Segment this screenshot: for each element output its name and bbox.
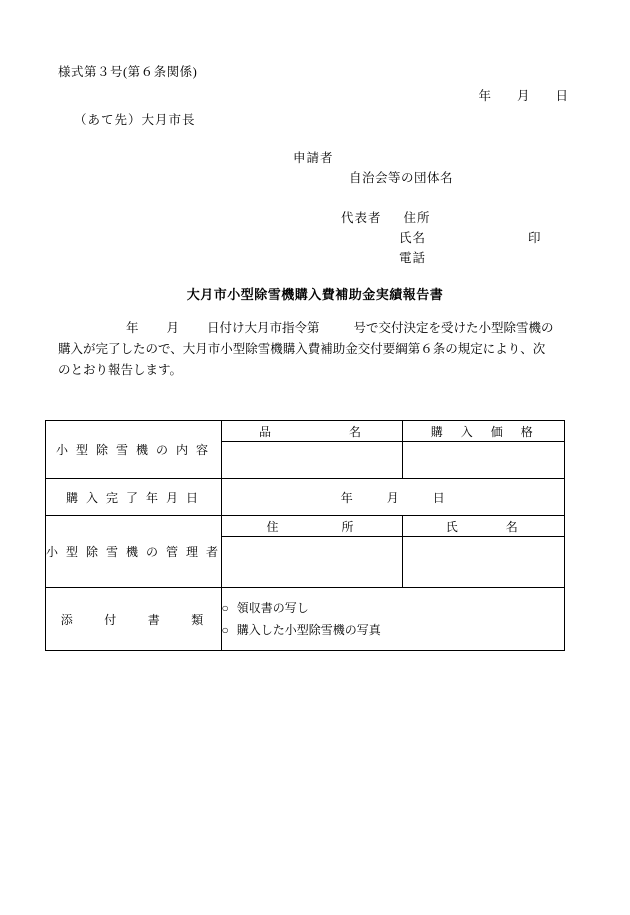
representative-label: 代表者 [341,211,382,225]
header-manager-name: 氏 名 [402,516,564,537]
body-year: 年 [126,321,139,335]
list-item [222,619,564,641]
report-table [45,420,565,651]
header-manager-address: 住 所 [221,516,402,537]
date-day: 日 [555,89,568,103]
table-row [46,588,565,651]
body-line2: 購入が完了したので、大月市小型除雪機購入費補助金交付要綱第６条の規定により、次 [58,342,546,356]
purchase-date-year: 年 [340,490,353,505]
body-month: 月 [166,321,180,335]
date-month: 月 [516,89,530,103]
addressee: （あて先）大月市長 [74,113,196,127]
circle-bullet-icon: ○ [221,623,229,637]
attachment-item-text: 領収書の写し [236,601,309,615]
date-line [478,86,568,104]
row-label-purchase-date: 購 入 完 了 年 月 日 [46,479,222,516]
header-item-name: 品 名 [221,421,402,442]
representative-row [341,208,431,226]
row-label-machine-manager: 小 型 除 雪 機 の 管 理 者 [46,516,222,588]
input-purchase-date[interactable] [221,479,564,516]
header-purchase-price: 購 入 価 格 [402,421,564,442]
form-number: 様式第３号(第６条関係) [58,65,198,79]
table-row [46,421,565,442]
purchase-date-month: 月 [386,490,399,505]
table-row [46,479,565,516]
purchase-date-day: 日 [432,490,445,505]
body-paragraph [58,318,574,381]
body-line3: のとおり報告します。 [58,363,183,377]
list-item [222,597,564,619]
table-row [46,516,565,537]
body-mid: 日付け大月市指令第 [207,321,320,335]
representative-name-label: 氏名 [399,231,427,245]
date-year: 年 [478,89,491,103]
attachment-list [221,588,564,651]
input-manager-name[interactable] [402,537,564,588]
input-manager-address[interactable] [221,537,402,588]
input-item-name[interactable] [221,442,402,479]
row-label-machine-content: 小 型 除 雪 機 の 内 容 [46,421,222,479]
representative-tel-label: 電話 [399,251,427,265]
seal-mark: 印 [528,231,541,245]
row-label-attachments: 添 付 書 類 [46,588,222,651]
page-title: 大月市小型除雪機購入費補助金実績報告書 [186,287,444,302]
applicant-label: 申請者 [293,151,334,165]
body-end: 号で交付決定を受けた小型除雪機の [353,321,554,335]
circle-bullet-icon: ○ [221,601,229,615]
representative-address-label: 住所 [403,211,431,225]
attachment-item-text: 購入した小型除雪機の写真 [236,623,381,637]
input-purchase-price[interactable] [402,442,564,479]
applicant-group-name: 自治会等の団体名 [349,171,454,185]
